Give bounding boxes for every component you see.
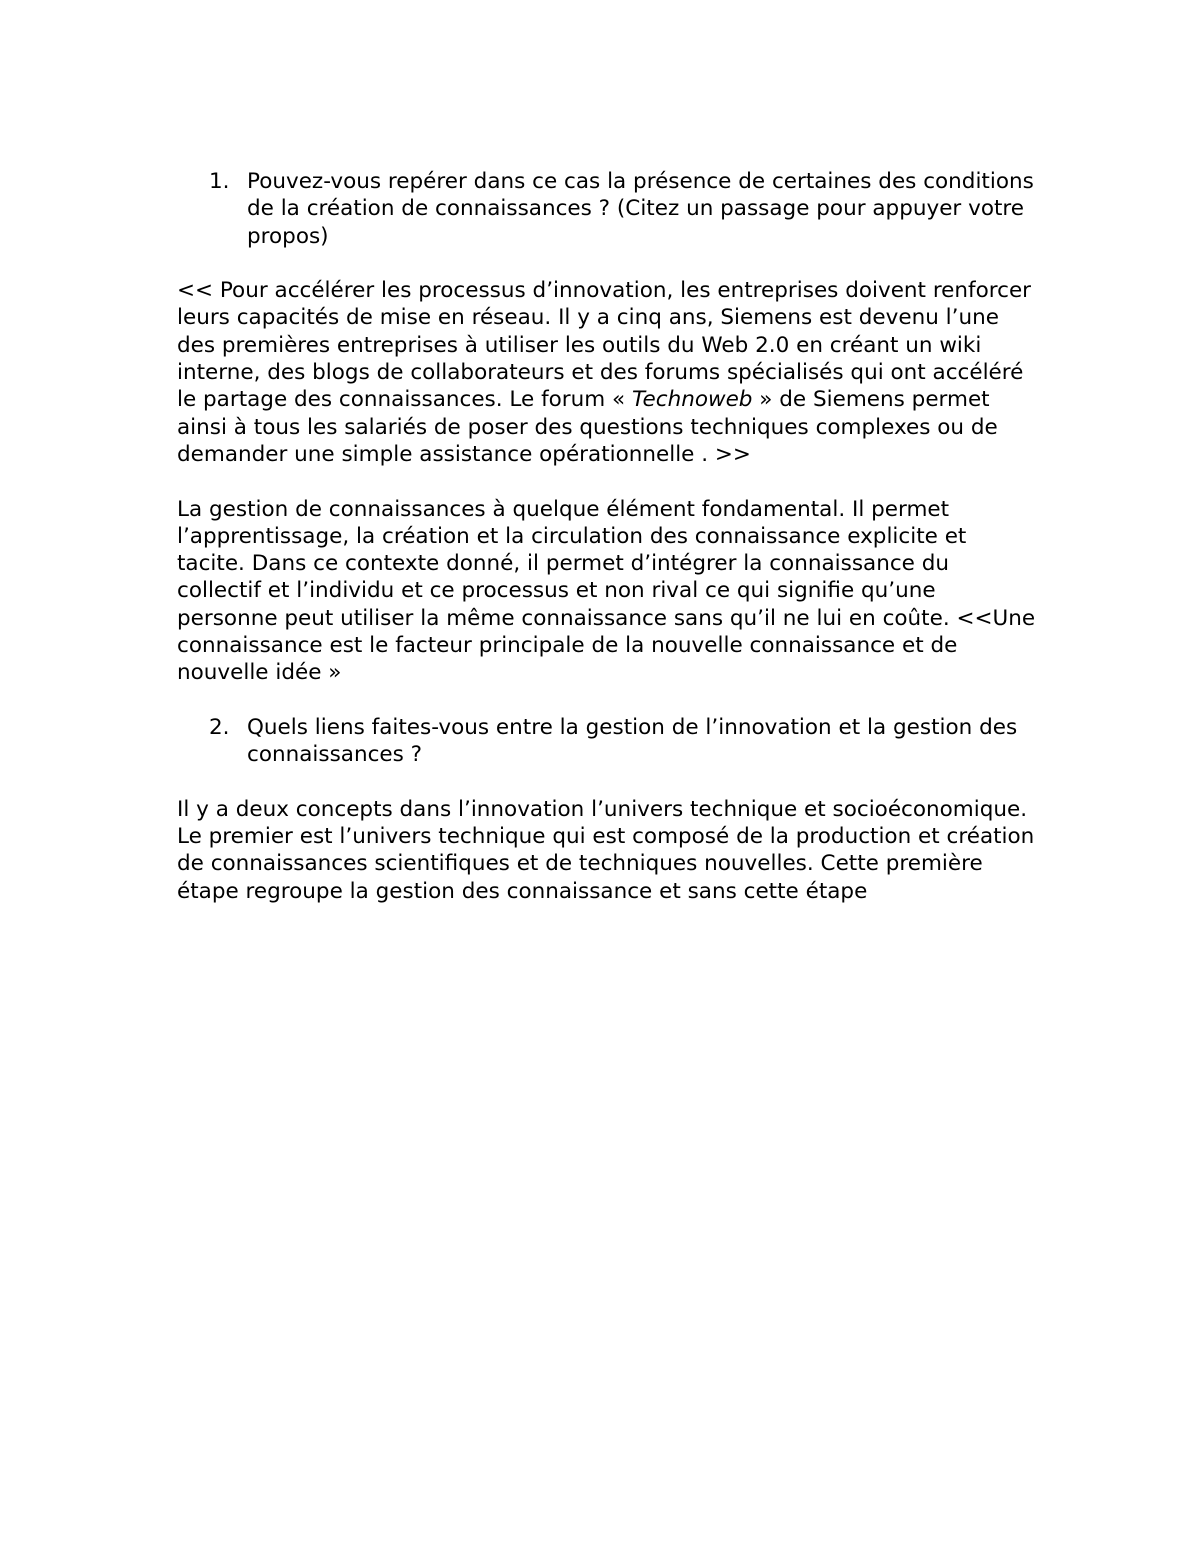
answer-1-paragraph: La gestion de connaissances à quelque élément fondamental. Il permet l’apprentissage, la création et la circulation des connaissance explicite et tacite. Dans ce contexte donné, il permet d’intégrer la connaissance du collectif et l’individu et ce processus et non rival ce qui signifie qu’une personne peut utiliser la même connaissance sans qu’il ne lui en coûte. <<Une connaissance est le facteur principale de la nouvelle connaissance et de nouvelle idée » — [177, 496, 1036, 686]
quote-paragraph — [177, 277, 1037, 468]
question-1 — [209, 168, 1037, 250]
answer-2-paragraph: Il y a deux concepts dans l’innovation l’univers technique et socioéconomique. Le premier est l’univers technique qui est composé de la production et création de connaissances scientifiques et de techniques nouvelles. Cette première étape regroupe la gestion des connaissance et sans cette étape — [177, 796, 1035, 904]
question-2 — [209, 714, 1037, 769]
quote-text-start: << Pour accélérer les processus d’innovation, les entreprises doivent renforcer leurs capacités de mise en réseau. Il y a cinq ans, Siemens est devenu l’une des premières entreprises à utiliser les outils du Web 2.0 en créant un wiki interne, des blogs de collaborateurs et des forums spécialisés qui ont accéléré le partage des connaissances. Le forum « — [177, 278, 1032, 413]
paragraph-spacer — [177, 687, 1037, 714]
paragraph-spacer — [177, 769, 1037, 796]
question-1-text: Pouvez-vous repérer dans ce cas la présence de certaines des conditions de la création de connaissances ? (Citez un passage pour appuyer votre propos) — [247, 169, 1034, 249]
question-1-number: 1. — [209, 169, 230, 194]
question-2-number: 2. — [209, 714, 230, 740]
document-body — [177, 168, 1037, 905]
quote-italic-term: Technoweb — [632, 387, 753, 413]
paragraph-spacer — [177, 250, 1037, 277]
quote-text-end: » de Siemens permet ainsi à tous les salariés de poser des questions techniques complexes ou de demander une simple assistance opérationnelle . >> — [177, 387, 998, 467]
question-2-text: Quels liens faites-vous entre la gestion de l’innovation et la gestion des connaissances ? — [247, 714, 1018, 768]
paragraph-spacer — [177, 468, 1037, 495]
